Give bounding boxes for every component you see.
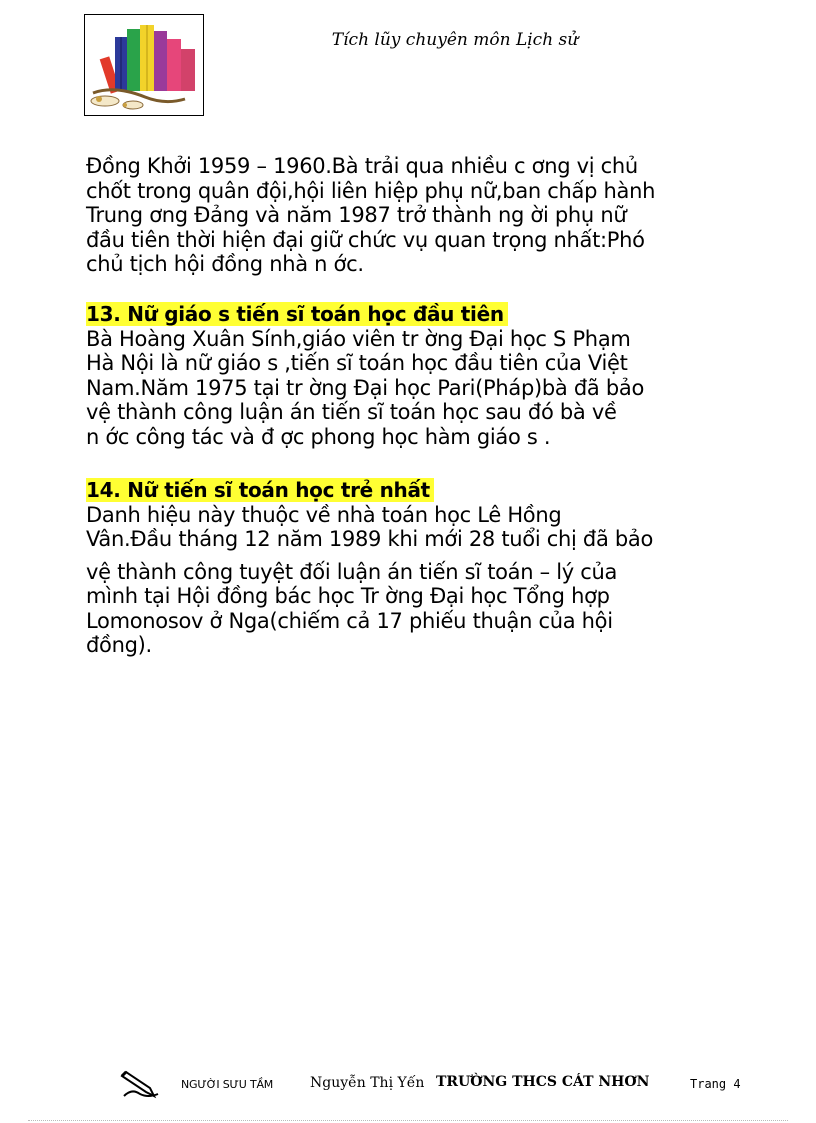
- text-line: Bà Hoàng Xuân Sính,giáo viên tr ờng Đại học S Phạm: [86, 326, 631, 351]
- text-line: vệ thành công tuyệt đối luận án tiến sĩ toán – lý của: [86, 559, 618, 584]
- books-and-scroll-icon: [85, 15, 203, 115]
- text-line: chốt trong quân đội,hội liên hiệp phụ nữ,ban chấp hành: [86, 178, 656, 203]
- section-heading: 13. Nữ giáo s tiến sĩ toán học đầu tiên: [86, 302, 508, 326]
- intro-paragraph: [86, 154, 766, 277]
- text-line: Vân.Đầu tháng 12 năm 1989 khi mới 28 tuổi chị đã bảo: [86, 527, 654, 551]
- text-line: vệ thành công luận án tiến sĩ toán học sau đó bà về: [86, 400, 617, 424]
- page-number: Trang 4: [690, 1077, 741, 1091]
- text-line: Đồng Khởi 1959 – 1960.Bà trải qua nhiều c ơng vị chủ: [86, 154, 638, 178]
- text-line: Hà Nội là nữ giáo s ,tiến sĩ toán học đầu tiên của Việt: [86, 351, 628, 375]
- section-13: [86, 302, 766, 449]
- footer-school: TRƯỜNG THCS CÁT NHƠN: [436, 1074, 650, 1090]
- text-line: Nam.Năm 1975 tại tr ờng Đại học Pari(Pháp)bà đã bảo: [86, 375, 644, 400]
- text-line: Danh hiệu này thuộc về nhà toán học Lê Hồng: [86, 502, 562, 527]
- text-line: đồng).: [86, 633, 152, 657]
- text-line: Lomonosov ở Nga(chiếm cả 17 phiếu thuận của hội: [86, 608, 613, 633]
- section-14: [86, 478, 766, 658]
- page-footer: [0, 1068, 816, 1102]
- bottom-divider: [28, 1120, 788, 1121]
- section-heading: 14. Nữ tiến sĩ toán học trẻ nhất: [86, 478, 434, 502]
- text-line: đầu tiên thời hiện đại giữ chức vụ quan trọng nhất:Phó: [86, 227, 645, 252]
- text-line: n ớc công tác và đ ợc phong học hàm giáo s .: [86, 424, 551, 449]
- pen-writing-icon: [120, 1068, 166, 1100]
- text-line: chủ tịch hội đồng nhà n ớc.: [86, 252, 364, 276]
- footer-collector-label: NGƯỜI SƯU TẦM: [181, 1078, 274, 1091]
- text-line: mình tại Hội đồng bác học Tr ờng Đại học Tổng hợp: [86, 584, 610, 608]
- header-logo: [84, 14, 204, 116]
- header-title: Tích lũy chuyên môn Lịch sử: [331, 30, 579, 50]
- footer-author: Nguyễn Thị Yến: [310, 1075, 425, 1091]
- text-line: Trung ơng Đảng và năm 1987 trở thành ng ời phụ nữ: [86, 203, 627, 227]
